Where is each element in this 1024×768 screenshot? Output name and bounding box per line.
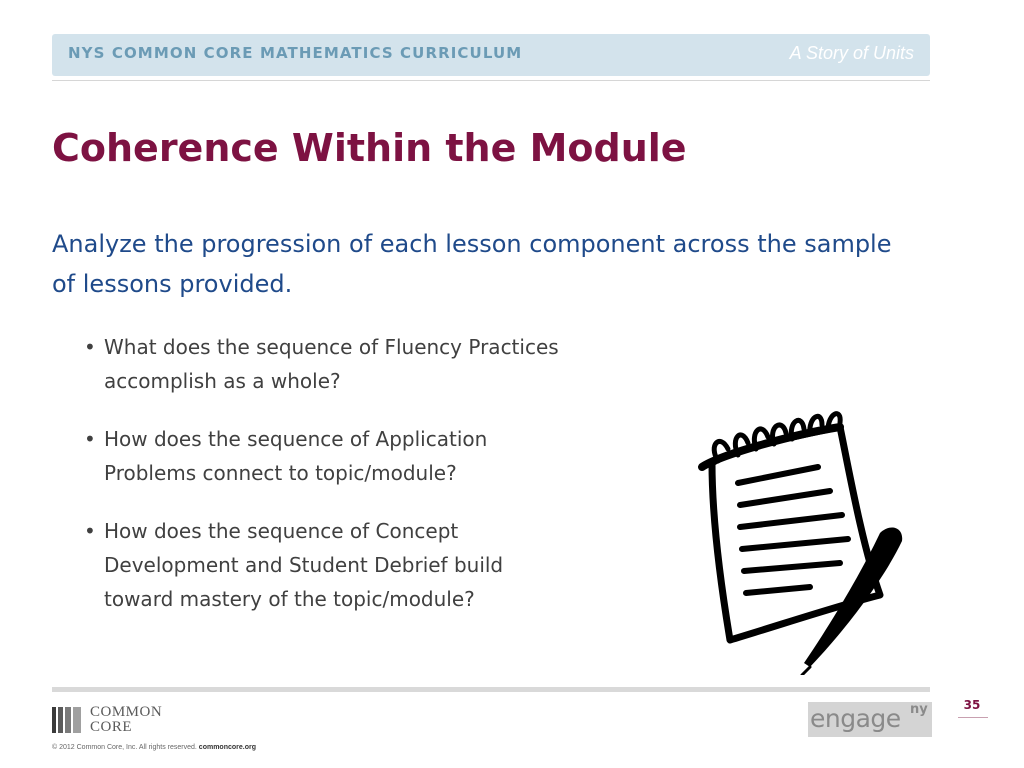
bullet-text: How does the sequence of Concept Development and Student Debrief build toward mastery of the topic/module? xyxy=(104,519,504,611)
bullet-marker: • xyxy=(84,519,96,543)
footer-divider xyxy=(52,687,930,692)
common-core-logo-line2: CORE xyxy=(90,719,133,735)
page-number-underline xyxy=(958,717,988,718)
slide-title: Coherence Within the Module xyxy=(52,126,687,170)
bullet-item xyxy=(84,330,644,398)
copyright-notice xyxy=(52,744,256,751)
copyright-text: © 2012 Common Core, Inc. All rights reserved. xyxy=(52,744,197,751)
header-divider xyxy=(52,80,930,81)
series-title: A Story of Units xyxy=(789,43,914,63)
common-core-logo xyxy=(52,705,192,737)
bullet-text: What does the sequence of Fluency Practices accomplish as a whole? xyxy=(104,335,559,393)
bullet-item xyxy=(84,422,644,490)
header-bar xyxy=(52,34,930,76)
intro-text: Analyze the progression of each lesson component across the sample of lessons provided. xyxy=(52,230,892,298)
common-core-bars-icon xyxy=(52,707,82,733)
engageny-logo-word: engage xyxy=(810,704,901,733)
bullet-marker: • xyxy=(84,427,96,451)
common-core-logo-line1: COMMON xyxy=(90,704,163,720)
bullet-list xyxy=(84,330,644,640)
curriculum-title: NYS COMMON CORE MATHEMATICS CURRICULUM xyxy=(68,44,523,62)
engageny-logo-sup: ny xyxy=(910,702,928,717)
bullet-marker: • xyxy=(84,335,96,359)
copyright-link[interactable]: commoncore.org xyxy=(198,744,256,751)
bullet-item xyxy=(84,514,644,616)
engageny-logo xyxy=(808,702,932,737)
notepad-with-pen-icon xyxy=(690,405,950,675)
page-number: 35 xyxy=(963,698,981,712)
bullet-text: How does the sequence of Application Problems connect to topic/module? xyxy=(104,427,488,485)
